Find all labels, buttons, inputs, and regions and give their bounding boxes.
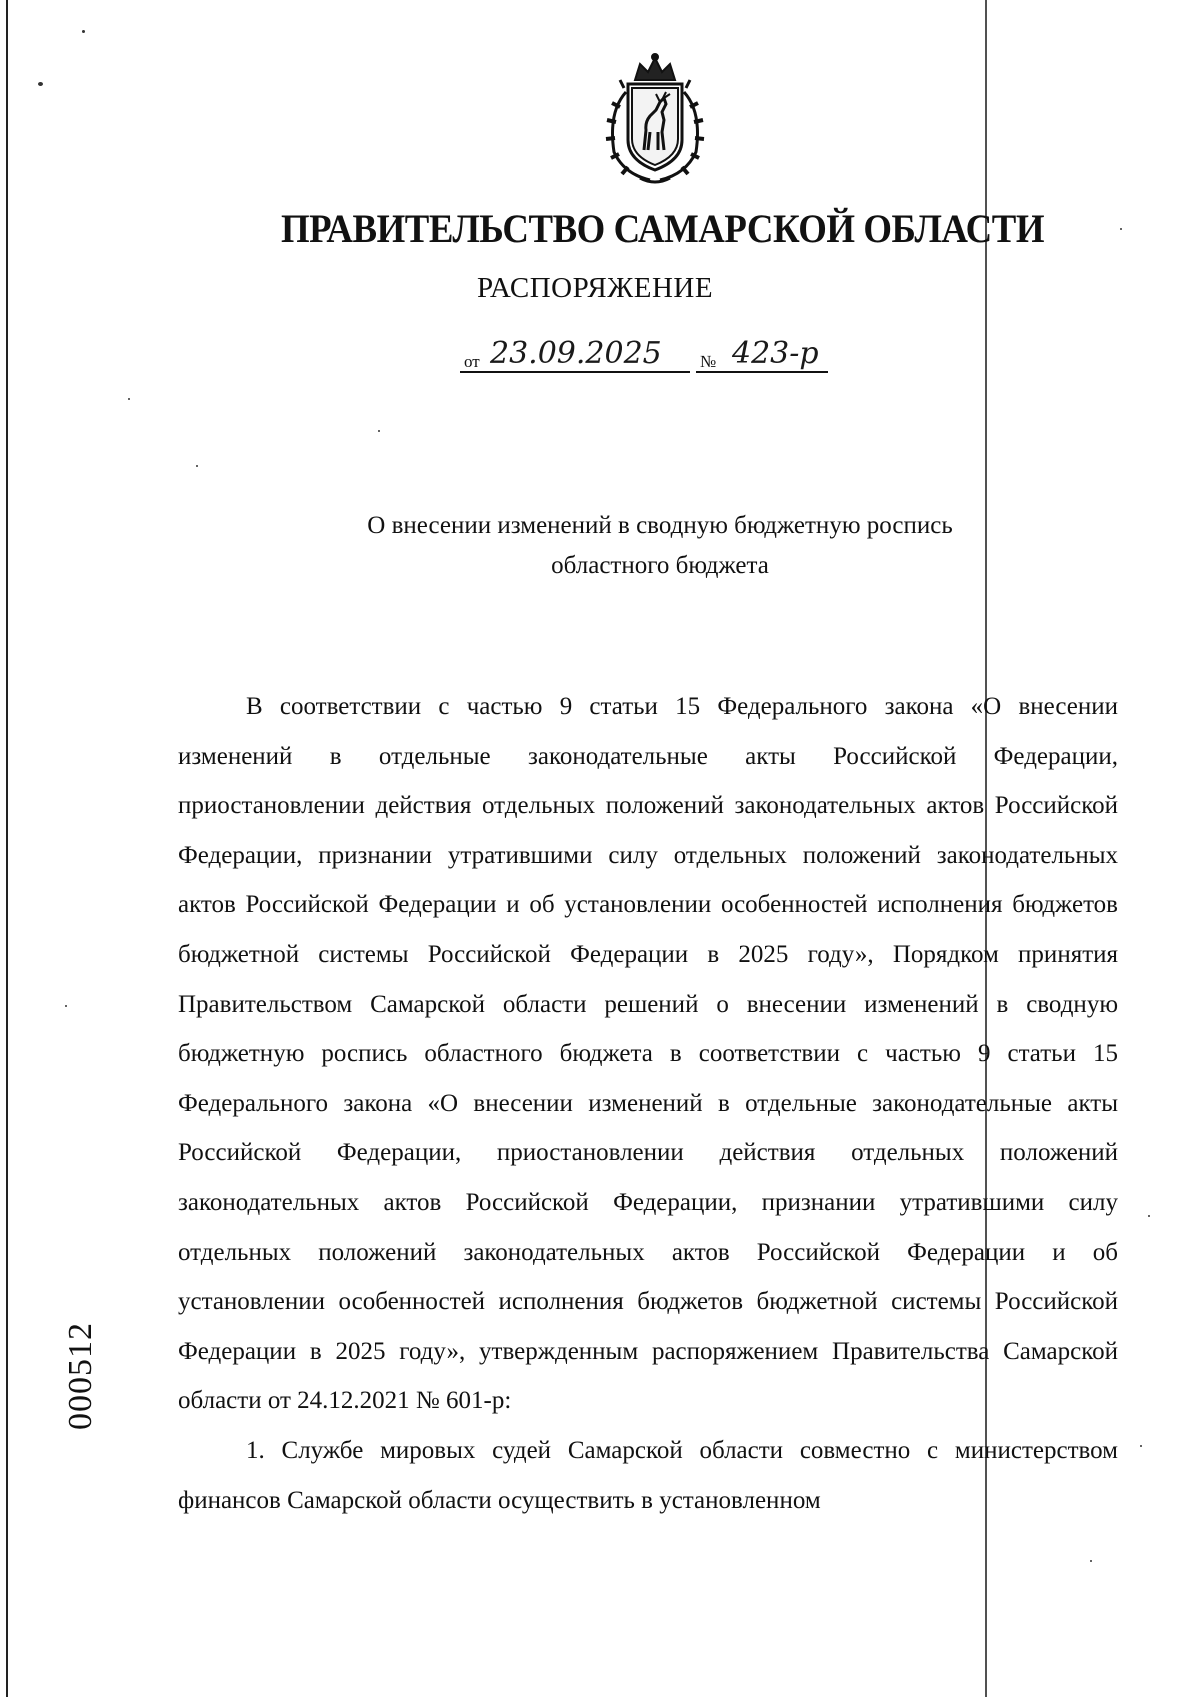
scan-left-edge <box>6 0 8 1697</box>
date-number-line <box>460 338 860 378</box>
scan-speck <box>65 1005 67 1007</box>
scan-speck <box>378 430 380 432</box>
samara-oblast-coat-of-arms-icon <box>590 52 720 187</box>
scan-speck <box>38 82 43 86</box>
number-prefix: № <box>700 352 717 371</box>
document-type: РАСПОРЯЖЕНИЕ <box>476 272 714 304</box>
subject-line-1: О внесении изменений в сводную бюджетную роспись <box>367 512 953 539</box>
date-underline <box>460 371 690 373</box>
document-subject <box>270 506 1050 586</box>
scan-speck <box>128 398 130 400</box>
scan-speck <box>196 465 198 467</box>
subject-line-2: областного бюджета <box>551 552 769 579</box>
scan-speck <box>1148 1215 1150 1217</box>
handwritten-date: 23.09.2025 <box>490 336 662 371</box>
government-title: ПРАВИТЕЛЬСТВО САМАРСКОЙ ОБЛАСТИ <box>280 206 1045 251</box>
handwritten-number: 423-р <box>732 336 819 371</box>
body-paragraph-1: В соответствии с частью 9 статьи 15 Федерального закона «О внесении изменений в отдельные законодательные акты Российской Федерации, приостановлении действия отдельных положений законодательных актов Российской Федерации, признании утратившими силу отдельных положений законодательных актов Российской Федерации и об установлении особенностей исполнения бюджетов бюджетной системы Российской Федерации в 2025 году», Порядком принятия Правительством Самарской области решений о внесении изменений в сводную бюджетную роспись областного бюджета в соответствии с частью 9 статьи 15 Федерального закона «О внесении изменений в отдельные законодательные акты Российской Федерации, приостановлении действия отдельных положений законодательных актов Российской Федерации, признании утратившими силу отдельных положений законодательных актов Российской Федерации и об установлении особенностей исполнения бюджетов бюджетной системы Российской Федерации в 2025 году», утвержденным распоряжением Правительства Самарской области от 24.12.2021 № 601-р: <box>178 693 1118 1415</box>
date-prefix: от <box>464 352 480 371</box>
number-underline <box>696 371 828 373</box>
scan-speck <box>82 30 85 33</box>
scan-speck <box>1090 1560 1092 1562</box>
document-body <box>178 682 1118 1525</box>
body-paragraph-2: 1. Службе мировых судей Самарской области совместно с министерством финансов Самарской области осуществить в установленном <box>178 1436 1118 1514</box>
side-serial-stamp: 000512 <box>62 1322 99 1430</box>
scan-speck <box>1140 1445 1142 1447</box>
